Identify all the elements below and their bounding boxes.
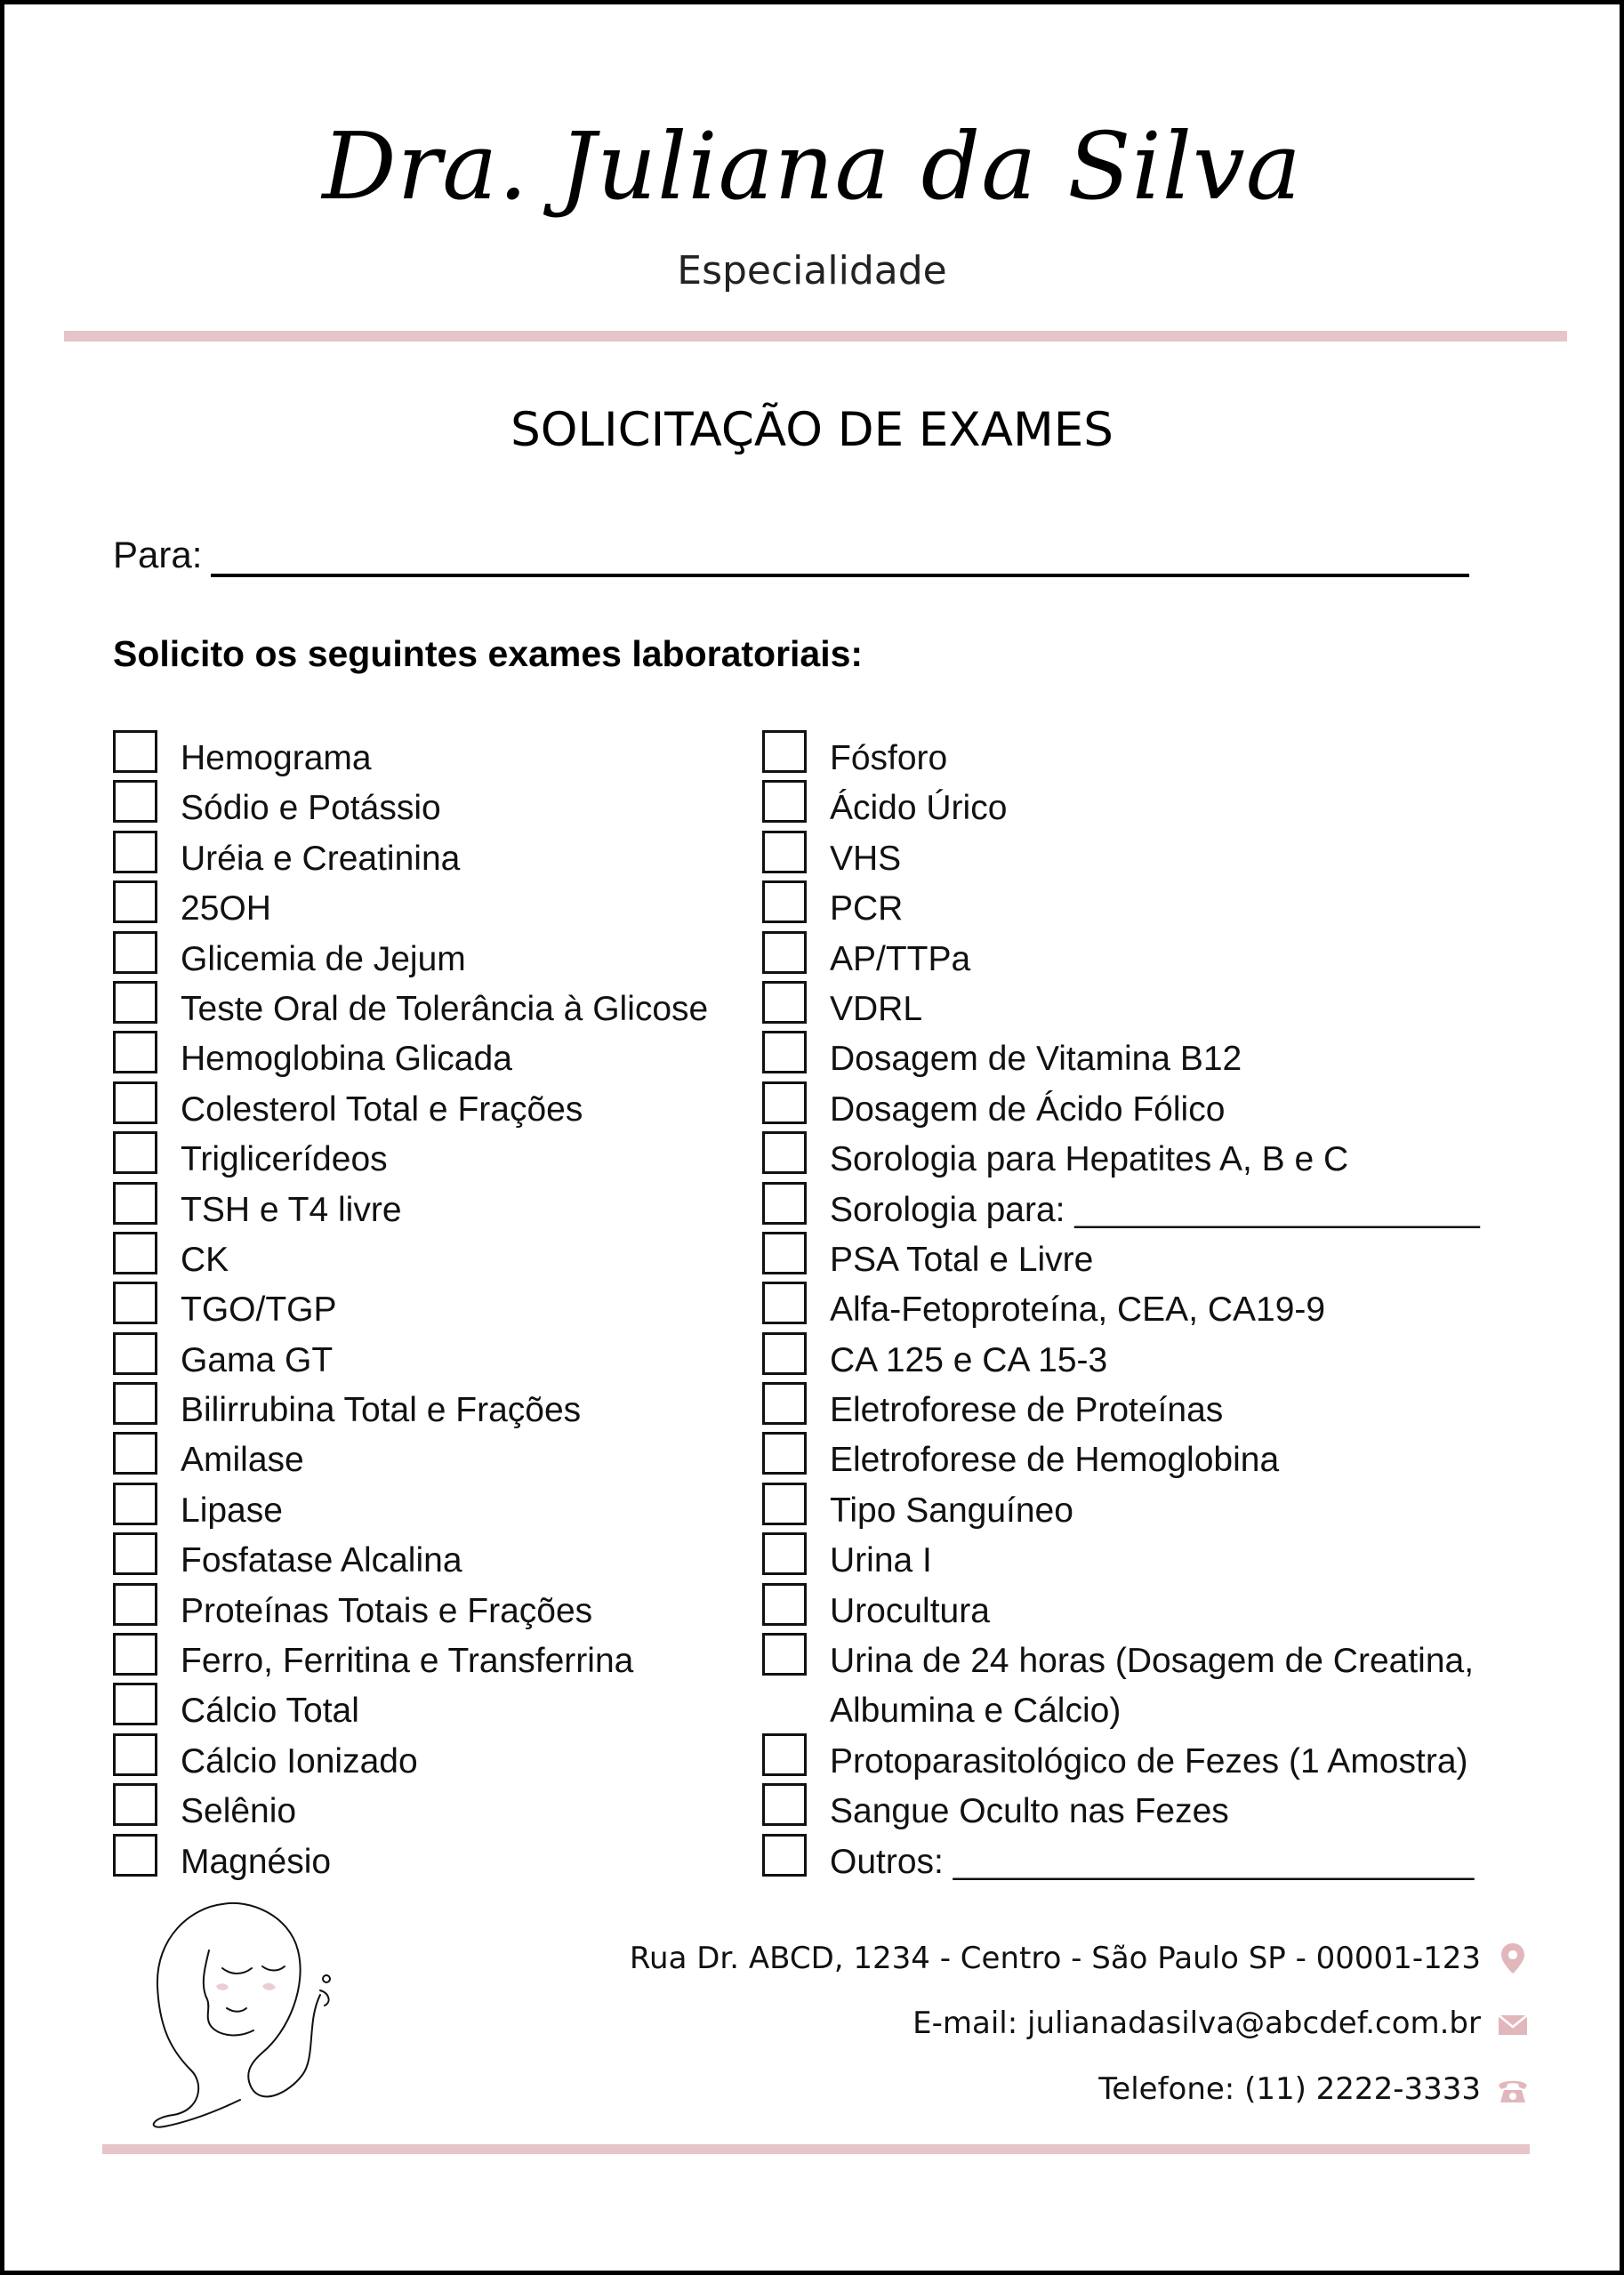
exam-checkbox[interactable]	[762, 1382, 807, 1425]
exam-checkbox[interactable]	[762, 981, 807, 1024]
exam-label: Urocultura	[830, 1591, 990, 1630]
exam-label: CA 125 e CA 15-3	[830, 1340, 1108, 1379]
lips	[227, 2008, 246, 2012]
exam-label: TGO/TGP	[181, 1290, 337, 1330]
exam-label: Albumina e Cálcio)	[830, 1692, 1122, 1731]
exam-checkbox[interactable]	[113, 1532, 157, 1575]
exam-checkbox[interactable]	[113, 1081, 157, 1124]
exam-label: Amilase	[181, 1441, 304, 1480]
exam-checkbox[interactable]	[762, 1633, 807, 1676]
exam-label: PSA Total e Livre	[830, 1240, 1094, 1279]
exam-checkbox[interactable]	[762, 1483, 807, 1525]
exam-checkbox[interactable]	[113, 1332, 157, 1375]
exam-label: Eletroforese de Proteínas	[830, 1391, 1224, 1430]
exam-label: Eletroforese de Hemoglobina	[830, 1441, 1280, 1480]
exam-checkbox[interactable]	[762, 1232, 807, 1274]
exam-checkbox[interactable]	[762, 931, 807, 974]
exam-checkbox[interactable]	[113, 981, 157, 1024]
exam-checkbox[interactable]	[762, 1182, 807, 1225]
exam-label: VDRL	[830, 989, 923, 1028]
address-text: Rua Dr. ABCD, 1234 - Centro - São Paulo SP - 00001-123	[629, 1941, 1481, 1976]
exam-label: Hemoglobina Glicada	[181, 1040, 512, 1079]
exam-label: Sorologia para: _____________________	[830, 1190, 1480, 1229]
exam-label: Protoparasitológico de Fezes (1 Amostra)	[830, 1741, 1468, 1781]
exam-label: TSH e T4 livre	[181, 1190, 402, 1229]
exam-checkbox[interactable]	[762, 831, 807, 873]
exam-checkbox[interactable]	[762, 1332, 807, 1375]
envelope-icon	[1495, 2007, 1531, 2043]
exam-checkbox[interactable]	[113, 1834, 157, 1877]
exam-label: 25OH	[181, 889, 271, 928]
exam-label: Glicemia de Jejum	[181, 939, 466, 978]
exam-checkbox[interactable]	[113, 1733, 157, 1776]
exam-label: Lipase	[181, 1491, 283, 1530]
exam-label: Urina I	[830, 1541, 932, 1580]
exam-checkbox[interactable]	[113, 1382, 157, 1425]
exam-checkbox[interactable]	[113, 1683, 157, 1725]
cheek-blush-2	[262, 1983, 276, 1990]
exam-checkbox[interactable]	[762, 1532, 807, 1575]
exam-checkbox[interactable]	[762, 1282, 807, 1324]
email-text: E-mail: julianadasilva@abcdef.com.br	[912, 2006, 1481, 2041]
exam-label: Outros: ___________________________	[830, 1842, 1475, 1881]
exam-checkbox[interactable]	[762, 1783, 807, 1826]
exam-label: Proteínas Totais e Frações	[181, 1591, 593, 1630]
exam-label: Bilirrubina Total e Frações	[181, 1391, 582, 1430]
exam-label: Fosfatase Alcalina	[181, 1541, 462, 1580]
exam-checkbox[interactable]	[113, 1182, 157, 1225]
exam-checkbox[interactable]	[113, 1131, 157, 1174]
face-outline	[222, 1903, 320, 2097]
exam-label: Ácido Úrico	[830, 789, 1008, 828]
exam-label: Gama GT	[181, 1340, 334, 1379]
exam-checkbox[interactable]	[762, 780, 807, 823]
phone-text: Telefone: (11) 2222-3333	[1098, 2071, 1481, 2107]
exam-label: Sangue Oculto nas Fezes	[830, 1792, 1229, 1831]
exam-checkbox[interactable]	[762, 1031, 807, 1073]
exam-checkbox[interactable]	[113, 1232, 157, 1274]
exam-label: CK	[181, 1240, 229, 1279]
exam-label: Dosagem de Ácido Fólico	[830, 1089, 1226, 1129]
exam-checkbox[interactable]	[113, 831, 157, 873]
exam-checkbox[interactable]	[113, 1432, 157, 1475]
exam-checkbox[interactable]	[762, 1081, 807, 1124]
exam-label: Uréia e Creatinina	[181, 839, 461, 878]
exam-checkbox[interactable]	[762, 1834, 807, 1877]
exam-label: AP/TTPa	[830, 939, 971, 978]
exam-label: VHS	[830, 839, 902, 878]
face-profile	[204, 1950, 253, 2035]
form-title: SOLICITAÇÃO DE EXAMES	[511, 403, 1113, 457]
location-pin-icon	[1495, 1941, 1531, 1976]
exam-checkbox[interactable]	[113, 1633, 157, 1676]
header-divider	[64, 331, 1567, 342]
exam-label: Fósforo	[830, 739, 948, 777]
telephone-icon	[1495, 2072, 1531, 2108]
eye-closed	[222, 1968, 252, 1974]
instruction-text: Solicito os seguintes exames laboratoriais:	[113, 633, 864, 674]
exam-label: Ferro, Ferritina e Transferrina	[181, 1642, 634, 1681]
exam-label: Tipo Sanguíneo	[830, 1491, 1073, 1530]
earring	[320, 1990, 329, 2006]
exam-label: Selênio	[181, 1792, 297, 1831]
exam-label: Triglicerídeos	[181, 1140, 388, 1179]
exam-label: Dosagem de Vitamina B12	[830, 1040, 1242, 1079]
exam-label: Hemograma	[181, 739, 372, 777]
exam-label: Sorologia para Hepatites A, B e C	[830, 1140, 1349, 1179]
exam-label: Colesterol Total e Frações	[181, 1089, 583, 1129]
exam-checkbox[interactable]	[762, 1131, 807, 1174]
hair-outline	[154, 1904, 240, 2127]
exam-checkbox[interactable]	[113, 1783, 157, 1826]
exam-checkbox[interactable]	[113, 1583, 157, 1626]
exam-checkbox[interactable]	[762, 1432, 807, 1475]
exam-checkbox[interactable]	[113, 880, 157, 923]
exam-label: Sódio e Potássio	[181, 789, 441, 828]
exam-label: Magnésio	[181, 1842, 332, 1881]
exam-label: Cálcio Ionizado	[181, 1741, 418, 1781]
para-input-line[interactable]	[211, 574, 1469, 577]
exam-checkbox[interactable]	[113, 1282, 157, 1324]
exam-checkbox[interactable]	[762, 730, 807, 773]
exam-label: Alfa-Fetoproteína, CEA, CA19-9	[830, 1290, 1326, 1330]
exam-checkbox[interactable]	[113, 780, 157, 823]
exam-checkbox[interactable]	[762, 1583, 807, 1626]
exam-checkbox[interactable]	[762, 880, 807, 923]
exam-checkbox[interactable]	[762, 1733, 807, 1776]
cheek-blush	[216, 1983, 229, 1990]
doctor-name: Dra. Juliana da Silva	[322, 112, 1302, 221]
exam-checkbox[interactable]	[113, 730, 157, 773]
exam-checkbox[interactable]	[113, 1031, 157, 1073]
exam-label: Urina de 24 horas (Dosagem de Creatina,	[830, 1642, 1475, 1681]
specialty: Especialidade	[677, 248, 947, 293]
exam-label: Cálcio Total	[181, 1692, 359, 1731]
eye-closed-2	[262, 1966, 285, 1971]
earring-dot	[323, 1975, 330, 1982]
exam-checkbox[interactable]	[113, 931, 157, 974]
exam-checkbox[interactable]	[113, 1483, 157, 1525]
para-label: Para:	[113, 534, 203, 575]
exam-label: PCR	[830, 889, 904, 928]
woman-face-logo	[138, 1897, 369, 2128]
exam-label: Teste Oral de Tolerância à Glicose	[181, 989, 709, 1028]
footer-divider	[102, 2144, 1530, 2154]
